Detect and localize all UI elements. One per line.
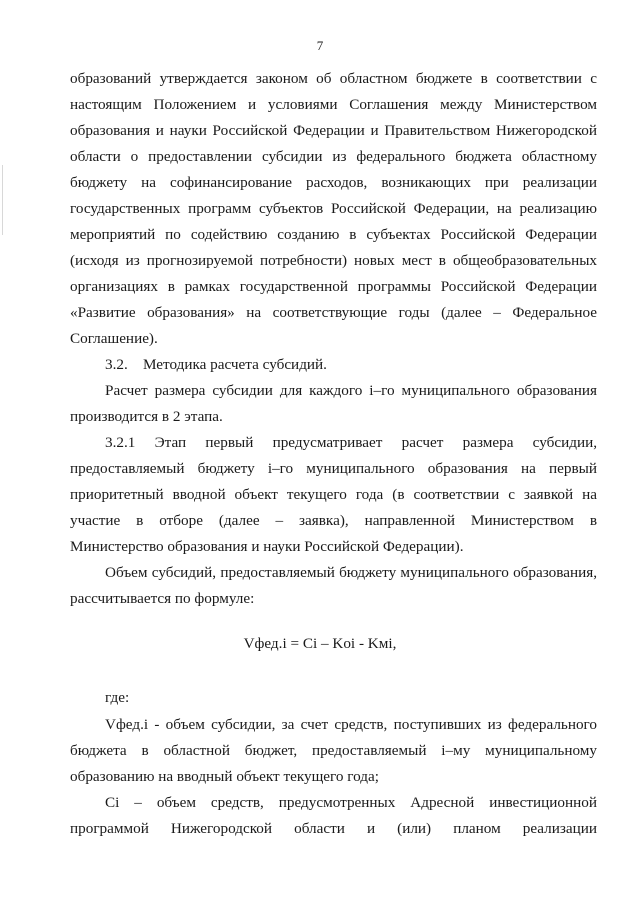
paragraph-1-line: (исходя из прогнозируемой потребности) новых мест в общеобразовательных (70, 252, 597, 269)
where-label: где: (105, 689, 130, 706)
paragraph-1-line: образования и науки Российской Федерации и Правительством Нижегородской (70, 122, 597, 139)
formula: Vфед.i = Ci – Koi - Kмi, (243, 635, 397, 652)
paragraph-5-line: бюджета в областной бюджет, предоставляемый i–му муниципальному (70, 742, 597, 759)
paragraph-1-line: образований утверждается законом об областном бюджете в соответствии с (70, 70, 597, 87)
paragraph-3-line: 3.2.1 Этап первый предусматривает расчет размера субсидии, (105, 434, 597, 451)
paragraph-5-line: образованию на вводный объект текущего года; (70, 768, 379, 785)
paragraph-3-line: Министерство образования и науки Российской Федерации). (70, 538, 464, 555)
paragraph-1-line: Соглашение). (70, 330, 158, 347)
paragraph-4-line: рассчитывается по формуле: (70, 590, 255, 607)
scan-edge-mark (2, 165, 3, 235)
paragraph-1-line: бюджету на софинансирование расходов, возникающих при реализации (70, 174, 597, 191)
paragraph-1-line: мероприятий по содействию созданию в субъектах Российской Федерации (70, 226, 597, 243)
paragraph-3-line: участие в отборе (далее – заявка), направленной Министерством в (70, 512, 597, 529)
paragraph-1-line: организациях в рамках государственной программы Российской Федерации (70, 278, 597, 295)
paragraph-4-line: Объем субсидий, предоставляемый бюджету муниципального образования, (105, 564, 597, 581)
paragraph-3-line: предоставляемый бюджету i–го муниципального образования на первый (70, 460, 597, 477)
paragraph-6-line: Ci – объем средств, предусмотренных Адресной инвестиционной (105, 794, 597, 811)
paragraph-1-line: «Развитие образования» на соответствующие годы (далее – Федеральное (70, 304, 597, 321)
paragraph-1-line: настоящим Положением и условиями Соглашения между Министерством (70, 96, 597, 113)
paragraph-1-line: области о предоставлении субсидии из федерального бюджета областному (70, 148, 597, 165)
page-number: 7 (316, 38, 324, 53)
paragraph-2-line: Расчет размера субсидии для каждого i–го муниципального образования (105, 382, 597, 399)
paragraph-1-line: государственных программ субъектов Российской Федерации, на реализацию (70, 200, 597, 217)
paragraph-2-line: производится в 2 этапа. (70, 408, 223, 425)
paragraph-5-line: Vфед.i - объем субсидии, за счет средств, поступивших из федерального (105, 716, 597, 733)
paragraph-6-line: программой Нижегородской области и (или) планом реализации (70, 820, 597, 837)
paragraph-3-line: приоритетный вводной объект текущего года (в соответствии с заявкой на (70, 486, 597, 503)
section-heading: 3.2. Методика расчета субсидий. (105, 356, 327, 373)
